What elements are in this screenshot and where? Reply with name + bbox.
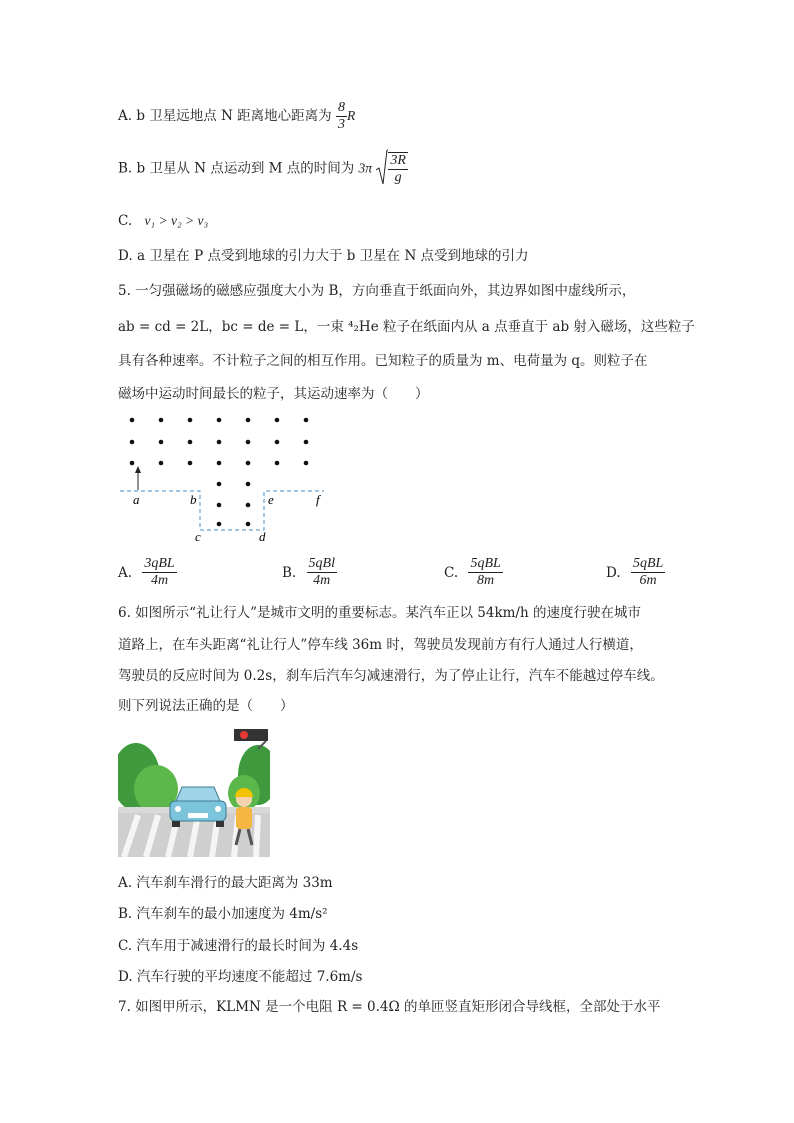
q5-stem-line-4: 磁场中运动时间最长的粒子，其运动速率为（ ） (118, 386, 429, 402)
field-dot (130, 440, 135, 445)
fraction (336, 100, 347, 133)
symbol-r: R (346, 108, 356, 123)
field-dot (246, 482, 251, 487)
q4-option-a (118, 100, 355, 133)
field-dot (217, 461, 222, 466)
label-e: e (268, 492, 274, 507)
field-dot (246, 418, 251, 423)
field-dot (159, 461, 164, 466)
field-dot (304, 440, 309, 445)
velocity-arrow-icon (135, 466, 141, 473)
field-dot (246, 440, 251, 445)
q4-option-c (118, 212, 208, 230)
fraction-numerator: 3qBL (144, 556, 175, 571)
q5-stem-line-2: ab = cd = 2L，bc = de = L，一束 ⁴₂He 粒子在纸面内从 a 点垂直于 ab 射入磁场，这些粒子 (118, 319, 695, 335)
field-dot (275, 461, 280, 466)
fraction-numerator: 3R (390, 153, 406, 168)
label-a: a (133, 492, 140, 507)
q4-option-d (118, 247, 529, 265)
field-dot (130, 461, 135, 466)
fraction (468, 556, 502, 589)
option-label: D. (118, 248, 133, 264)
option-label: C. (118, 213, 133, 229)
q6-stem-line-4: 则下列说法正确的是（ ） (118, 698, 294, 714)
fraction (307, 556, 337, 589)
field-dot (217, 440, 222, 445)
fraction-denominator: 4m (150, 573, 169, 588)
traffic-light-icon (234, 729, 268, 741)
fraction (388, 152, 408, 186)
field-dot (130, 418, 135, 423)
option-label: B. (282, 564, 297, 581)
q4-option-b (118, 152, 408, 186)
q5-option-c (444, 556, 503, 589)
field-dot (246, 461, 251, 466)
q5-option-b (282, 556, 337, 589)
q7-stem-line-1: 7. 如图甲所示，KLMN 是一个电阻 R = 0.4Ω 的单匝竖直矩形闭合导线框，全部处于水平 (118, 999, 661, 1015)
field-dot (275, 418, 280, 423)
field-dot (188, 440, 193, 445)
fraction-denominator: g (394, 170, 402, 185)
field-dot (159, 440, 164, 445)
q6-option-d: D. 汽车行驶的平均速度不能超过 7.6m/s (118, 969, 363, 985)
crosswalk-illustration (118, 729, 270, 857)
q6-option-c: C. 汽车用于减速滑行的最长时间为 4.4s (118, 938, 359, 954)
option-text: a 卫星在 P 点受到地球的引力大于 b 卫星在 N 点受到地球的引力 (136, 248, 529, 264)
option-label: C. (444, 564, 459, 581)
field-dot (217, 482, 222, 487)
field-dot (159, 418, 164, 423)
field-dot (304, 461, 309, 466)
field-dot (188, 418, 193, 423)
field-dot (246, 503, 251, 508)
q6-stem-line-2: 道路上，在车头距离“礼让行人”停车线 36m 时，驾驶员发现前方有行人通过人行横道， (118, 637, 643, 653)
sqrt-sign-icon (376, 148, 388, 188)
label-d: d (259, 529, 266, 542)
q5-stem-line-3: 具有各种速率。不计粒子之间的相互作用。已知粒子的质量为 m、电荷量为 q。则粒子在 (118, 353, 648, 369)
option-label: A. (118, 564, 133, 581)
fraction (142, 556, 176, 589)
field-dot (217, 418, 222, 423)
magnetic-field-figure (118, 412, 338, 542)
fraction-denominator: 3 (337, 117, 345, 132)
fraction-denominator: 6m (639, 573, 657, 588)
fraction-denominator: 4m (313, 573, 331, 588)
field-dots (130, 418, 309, 527)
field-dot (217, 522, 222, 527)
sqrt-expression (376, 152, 408, 186)
fraction-numerator: 5qBL (632, 556, 664, 571)
label-c: c (195, 529, 201, 542)
label-f: f (316, 492, 320, 507)
q6-stem-line-3: 驾驶员的反应时间为 0.2s，刹车后汽车匀减速滑行，为了停止让行，汽车不能越过停车线。 (118, 668, 664, 684)
q6-stem-line-1: 6. 如图所示“礼让行人”是城市文明的重要标志。某汽车正以 54km/h 的速度行驶在城市 (118, 605, 641, 621)
field-dot (217, 503, 222, 508)
fraction-numerator: 5qBL (470, 556, 501, 571)
coefficient: 3π (358, 160, 373, 176)
option-label: B. (118, 160, 133, 177)
q5-option-a (118, 556, 177, 589)
q5-stem-line-1: 5. 一匀强磁场的磁感应强度大小为 B，方向垂直于纸面向外，其边界如图中虚线所示， (118, 283, 636, 299)
fraction-denominator: 8m (477, 573, 495, 588)
boundary-dashed-line (120, 491, 324, 530)
q6-option-b: B. 汽车刹车的最小加速度为 4m/s² (118, 906, 328, 922)
option-text: b 卫星从 N 点运动到 M 点的时间为 (136, 160, 355, 177)
field-dot (304, 418, 309, 423)
label-b: b (190, 492, 197, 507)
option-label: A. (118, 108, 133, 124)
field-dot (246, 522, 251, 527)
fraction-numerator: 8 (337, 100, 345, 115)
q5-option-d (606, 556, 665, 589)
field-dot (275, 440, 280, 445)
field-dot (188, 461, 193, 466)
fraction-numerator: 5qBl (308, 556, 335, 571)
option-text: b 卫星远地点 N 距离地心距离为 (136, 108, 332, 124)
fraction (631, 556, 665, 589)
option-label: D. (606, 564, 621, 581)
q6-option-a: A. 汽车刹车滑行的最大距离为 33m (118, 875, 333, 891)
option-text: v₁ > v₂ > v₃ (144, 213, 209, 228)
